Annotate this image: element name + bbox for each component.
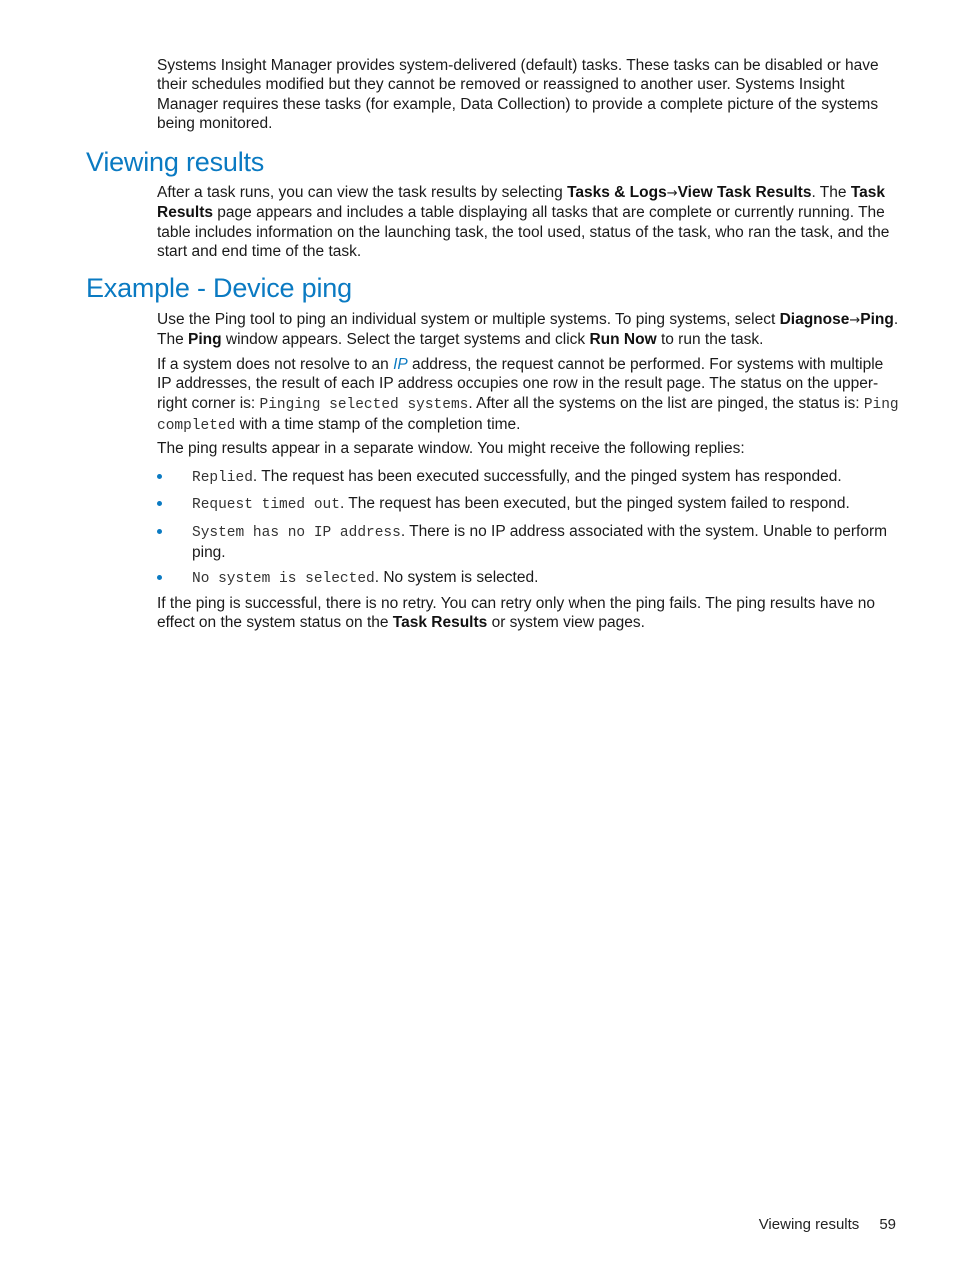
text-run: or system view pages. bbox=[487, 614, 645, 632]
text-run: The ping results appear in a separate window. You might receive the following replies: bbox=[157, 440, 745, 457]
text-run: If the ping is successful, there is no retry. You can retry only when the ping fails. The ping results have no effect on the system status on the bbox=[157, 595, 875, 632]
text-run: . The bbox=[157, 311, 899, 349]
text-run: . There is no IP address associated with the system. Unable to perform ping. bbox=[192, 523, 888, 562]
code-reply: System has no IP address bbox=[192, 525, 401, 541]
heading-example-device-ping: Example - Device ping bbox=[86, 273, 352, 303]
bold-task-results: Task Results bbox=[157, 184, 885, 222]
bullet-dot-icon bbox=[157, 575, 162, 580]
heading-viewing-results: Viewing results bbox=[86, 147, 265, 177]
menu-arrow: → bbox=[849, 313, 861, 328]
bullet-text bbox=[192, 467, 899, 488]
text-run: to run the task. bbox=[656, 331, 764, 349]
page-footer bbox=[759, 1215, 896, 1234]
text-run: . After all the systems on the list are pinged, the status is: bbox=[468, 394, 864, 412]
menu-arrow: → bbox=[666, 186, 678, 201]
code-reply: Replied bbox=[192, 470, 253, 486]
bullet-text bbox=[192, 522, 899, 563]
bullet-text bbox=[192, 568, 899, 589]
code-reply: No system is selected bbox=[192, 571, 375, 587]
ping-paragraph-3 bbox=[157, 439, 899, 458]
code-reply: Request timed out bbox=[192, 497, 340, 513]
bullet-dot-icon bbox=[157, 501, 162, 506]
list-item bbox=[157, 568, 899, 589]
footer-section-title: Viewing results bbox=[758, 1216, 860, 1233]
menu-diagnose: Diagnose bbox=[779, 311, 850, 328]
text-run: Use the Ping tool to ping an individual system or multiple systems. To ping systems, select bbox=[157, 311, 780, 328]
text-run: with a time stamp of the completion time. bbox=[235, 415, 521, 433]
text-run: . The request has been executed successfully, and the pinged system has responded. bbox=[252, 468, 842, 485]
bold-task-results: Task Results bbox=[392, 614, 488, 632]
text-run: . The bbox=[811, 184, 851, 201]
list-item bbox=[157, 467, 899, 488]
intro-paragraph bbox=[157, 56, 899, 133]
page-number: 59 bbox=[879, 1216, 896, 1233]
menu-view-task-results: View Task Results bbox=[677, 184, 812, 201]
list-item bbox=[157, 522, 899, 563]
text-run: page appears and includes a table displaying all tasks that are complete or currently running. The table includes information on the launching task, the tool used, status of the task, who ran the task, and the start and end time of the task. bbox=[157, 204, 890, 260]
text-run: After a task runs, you can view the task results by selecting bbox=[157, 184, 568, 201]
intro-text: Systems Insight Manager provides system-delivered (default) tasks. These tasks can be disabled or have their schedules modified but they cannot be removed or reassigned to another user. Systems Insight Manager requires these tasks (for example, Data Collection) to provide a complete picture of the systems being monitored. bbox=[157, 57, 879, 132]
menu-tasks-logs: Tasks & Logs bbox=[567, 184, 667, 201]
text-run: If a system does not resolve to an bbox=[157, 356, 394, 373]
bullet-dot-icon bbox=[157, 474, 162, 479]
bold-ping: Ping bbox=[188, 331, 222, 349]
code-pinging-selected-systems: Pinging selected systems bbox=[259, 396, 469, 413]
text-run: . No system is selected. bbox=[374, 569, 539, 586]
ping-paragraph-2 bbox=[157, 355, 899, 436]
text-run: . The request has been executed, but the pinged system failed to respond. bbox=[339, 495, 850, 512]
bullet-dot-icon bbox=[157, 529, 162, 534]
ping-paragraph-1 bbox=[157, 310, 899, 350]
list-item bbox=[157, 494, 899, 515]
code-ping-completed: Ping completed bbox=[157, 396, 899, 434]
text-run: window appears. Select the target systems and click bbox=[221, 331, 590, 349]
text-run: address, the request cannot be performed. For systems with multiple IP addresses, the result of each IP address occupies one row in the result page. The status on the upper-right corner is: bbox=[157, 356, 884, 412]
bullet-text bbox=[192, 494, 899, 515]
menu-ping: Ping bbox=[860, 311, 894, 328]
bold-run-now: Run Now bbox=[589, 331, 657, 349]
viewing-results-paragraph bbox=[157, 183, 899, 261]
ip-glossary-link[interactable]: IP bbox=[393, 356, 408, 373]
ping-paragraph-4 bbox=[157, 594, 899, 633]
